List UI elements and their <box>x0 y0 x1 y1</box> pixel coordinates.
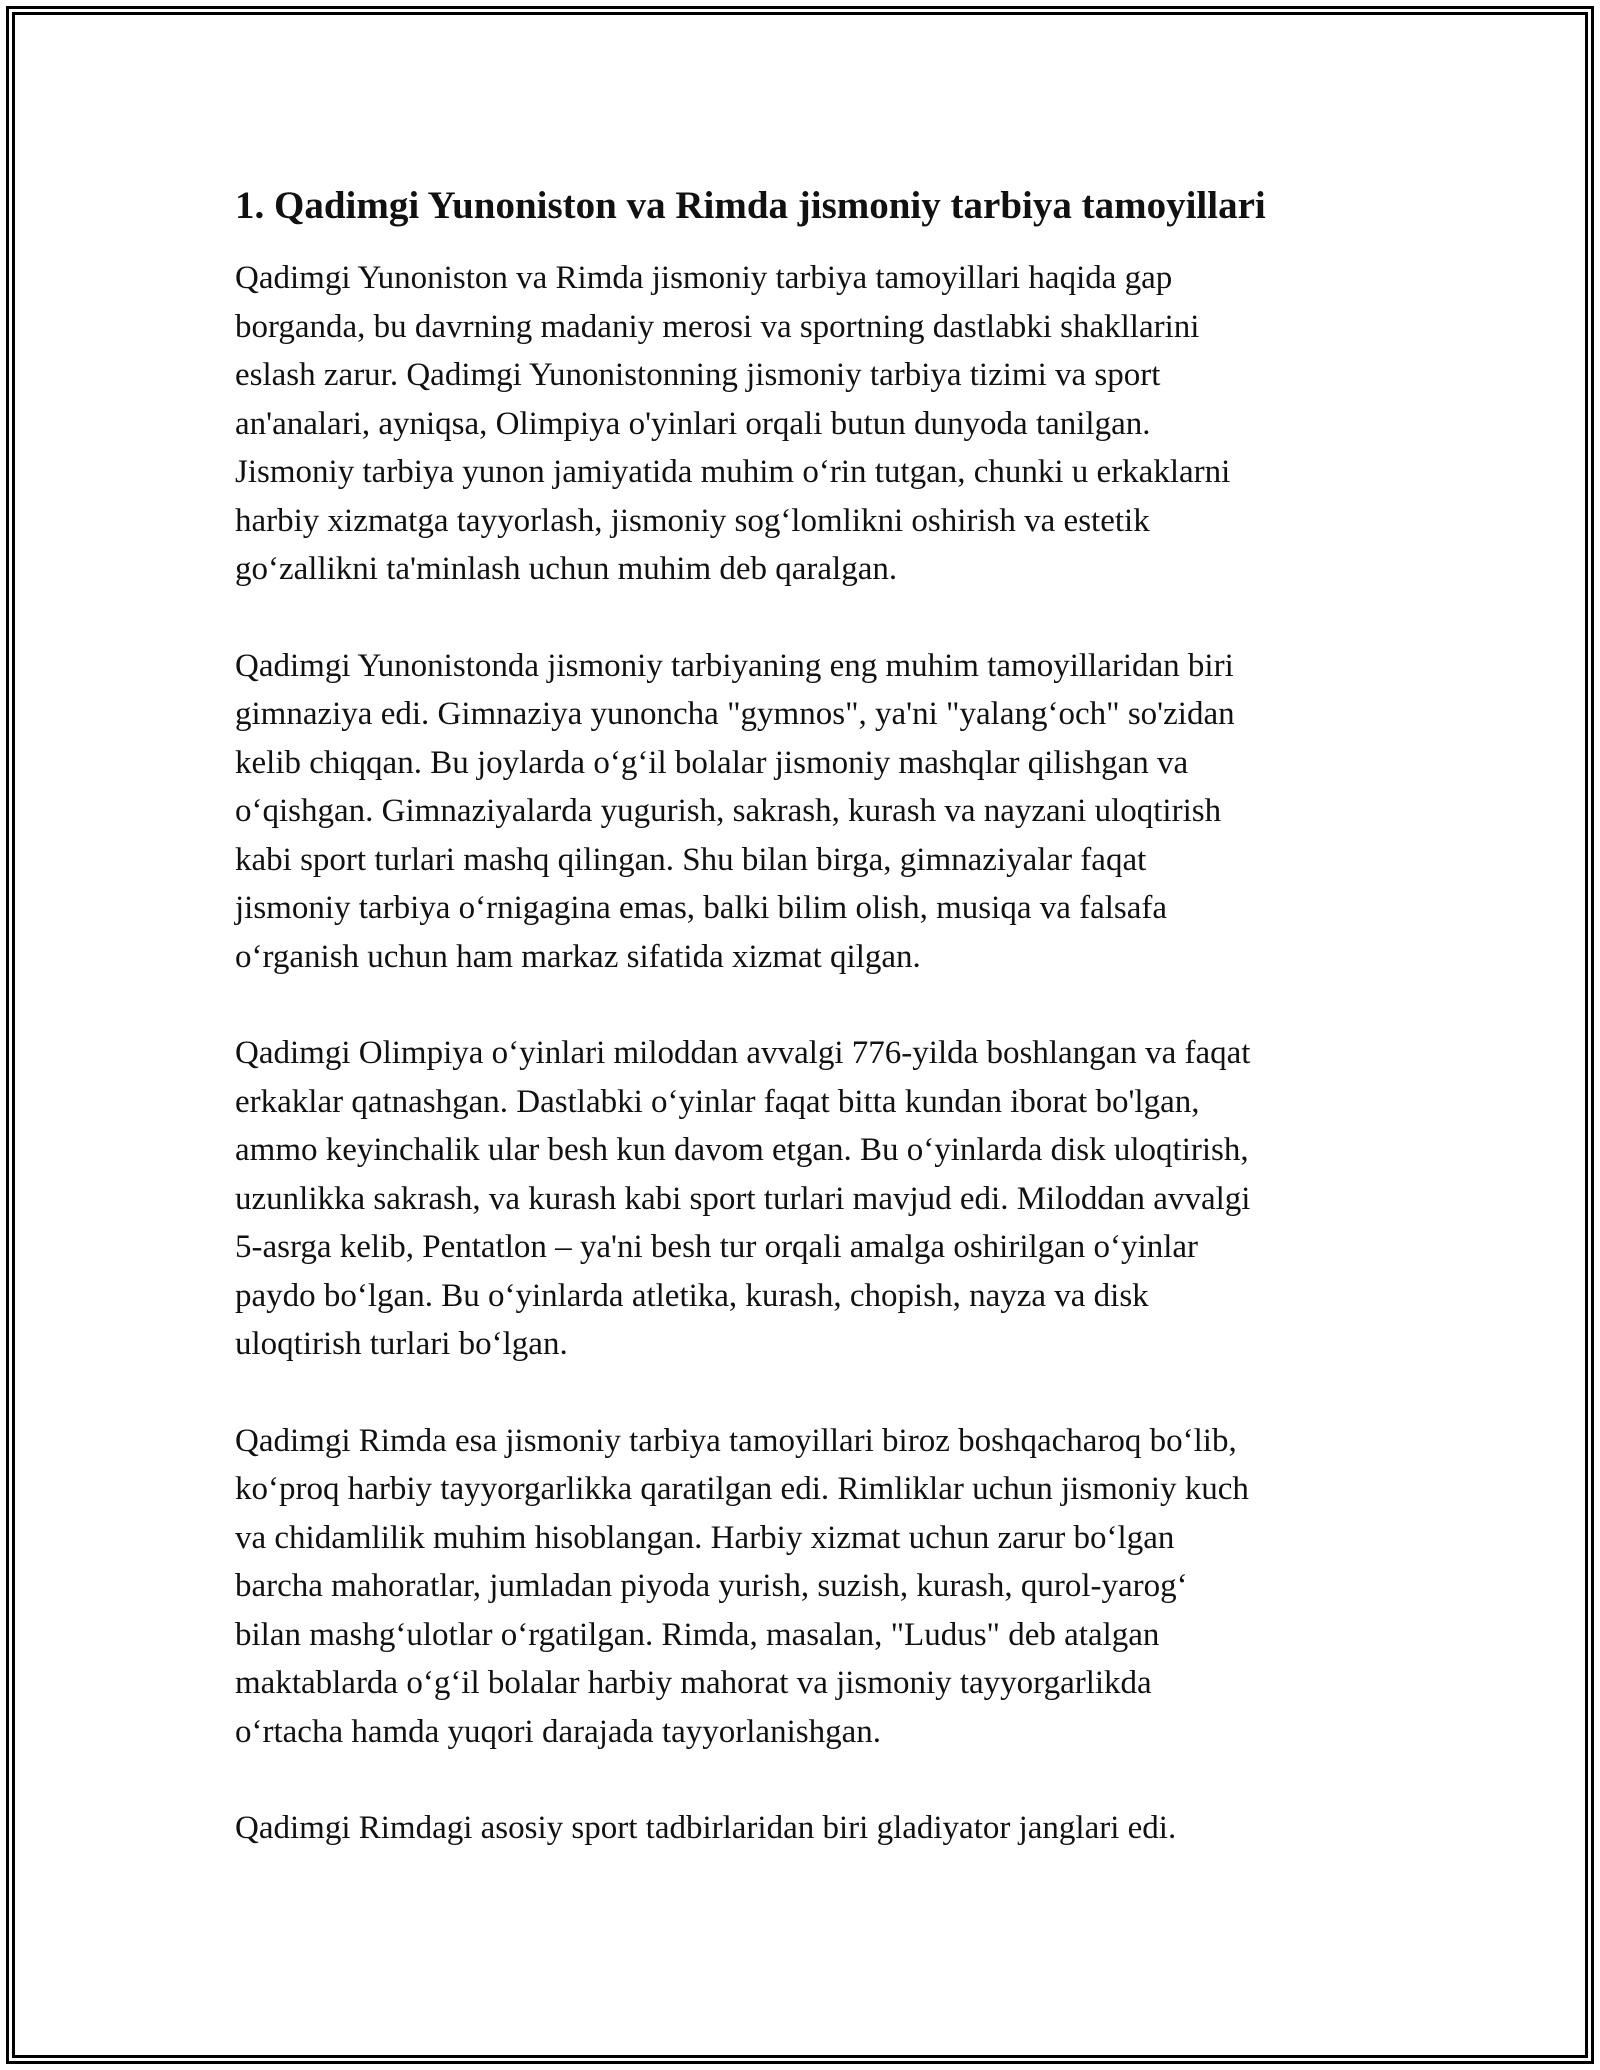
text-line: Qadimgi Rimdagi asosiy sport tadbirlaridan biri gladiyator janglari edi. <box>235 1810 1177 1846</box>
text-line: Qadimgi Rimda esa jismoniy tarbiya tamoyillari biroz boshqacharoq boʻlib, <box>235 1422 1237 1459</box>
text-line: kelib chiqqan. Bu joylarda oʻgʻil bolalar jismoniy mashqlar qilishgan va <box>235 744 1189 781</box>
text-line: Qadimgi Olimpiya oʻyinlari miloddan avvalgi 776-yilda boshlangan va faqat <box>235 1035 1251 1071</box>
paragraph-1 <box>235 254 1375 594</box>
document-body <box>235 180 1375 1901</box>
text-line: 5-asrga kelib, Pentatlon – ya'ni besh tur orqali amalga oshirilgan oʻyinlar <box>235 1229 1199 1265</box>
text-line: jismoniy tarbiya oʻrnigagina emas, balki bilim olish, musiqa va falsafa <box>235 890 1168 926</box>
paragraph-5 <box>235 1804 1375 1853</box>
text-line: paydo boʻlgan. Bu oʻyinlarda atletika, kurash, chopish, nayza va disk <box>235 1277 1149 1314</box>
text-line: oʻqishgan. Gimnaziyalarda yugurish, sakrash, kurash va nayzani uloqtirish <box>235 793 1222 829</box>
text-line: barcha mahoratlar, jumladan piyoda yurish, suzish, kurash, qurol-yarogʻ <box>235 1568 1188 1604</box>
text-line: kabi sport turlari mashq qilingan. Shu bilan birga, gimnaziyalar faqat <box>235 841 1147 878</box>
text-line: maktablarda oʻgʻil bolalar harbiy mahorat va jismoniy tayyorgarlikda <box>235 1665 1152 1701</box>
text-line: harbiy xizmatga tayyorlash, jismoniy sogʻlomlikni oshirish va estetik <box>235 502 1150 539</box>
text-line: Qadimgi Yunonistonda jismoniy tarbiyaning eng muhim tamoyillaridan biri <box>235 647 1234 684</box>
text-line: oʻrganish uchun ham markaz sifatida xizmat qilgan. <box>235 938 921 975</box>
paragraph-4 <box>235 1417 1375 1757</box>
section-heading: 1. Qadimgi Yunoniston va Rimda jismoniy tarbiya tamoyillari <box>235 184 1266 227</box>
text-line: va chidamlilik muhim hisoblangan. Harbiy xizmat uchun zarur boʻlgan <box>235 1519 1175 1556</box>
text-line: eslash zarur. Qadimgi Yunonistonning jismoniy tarbiya tizimi va sport <box>235 357 1161 393</box>
text-line: uzunlikka sakrash, va kurash kabi sport turlari mavjud edi. Miloddan avvalgi <box>235 1180 1251 1217</box>
paragraph-3 <box>235 1029 1375 1369</box>
text-line: oʻrtacha hamda yuqori darajada tayyorlanishgan. <box>235 1713 881 1750</box>
text-line: Jismoniy tarbiya yunon jamiyatida muhim oʻrin tutgan, chunki u erkaklarni <box>235 454 1231 490</box>
text-line: goʻzallikni ta'minlash uchun muhim deb qaralgan. <box>235 551 898 587</box>
text-line: borganda, bu davrning madaniy merosi va sportning dastlabki shakllarini <box>235 308 1200 345</box>
text-line: koʻproq harbiy tayyorgarlikka qaratilgan edi. Rimliklar uchun jismoniy kuch <box>235 1471 1249 1507</box>
text-line: ammo keyinchalik ular besh kun davom etgan. Bu oʻyinlarda disk uloqtirish, <box>235 1132 1249 1168</box>
text-line: Qadimgi Yunoniston va Rimda jismoniy tarbiya tamoyillari haqida gap <box>235 260 1173 296</box>
text-line: erkaklar qatnashgan. Dastlabki oʻyinlar faqat bitta kundan iborat bo'lgan, <box>235 1083 1200 1120</box>
text-line: uloqtirish turlari boʻlgan. <box>235 1326 568 1362</box>
paragraph-2 <box>235 642 1375 982</box>
text-line: gimnaziya edi. Gimnaziya yunoncha "gymnos", ya'ni "yalangʻoch" so'zidan <box>235 696 1235 732</box>
text-line: an'analari, ayniqsa, Olimpiya o'yinlari orqali butun dunyoda tanilgan. <box>235 405 1151 442</box>
text-line: bilan mashgʻulotlar oʻrgatilgan. Rimda, masalan, "Ludus" deb atalgan <box>235 1616 1160 1653</box>
